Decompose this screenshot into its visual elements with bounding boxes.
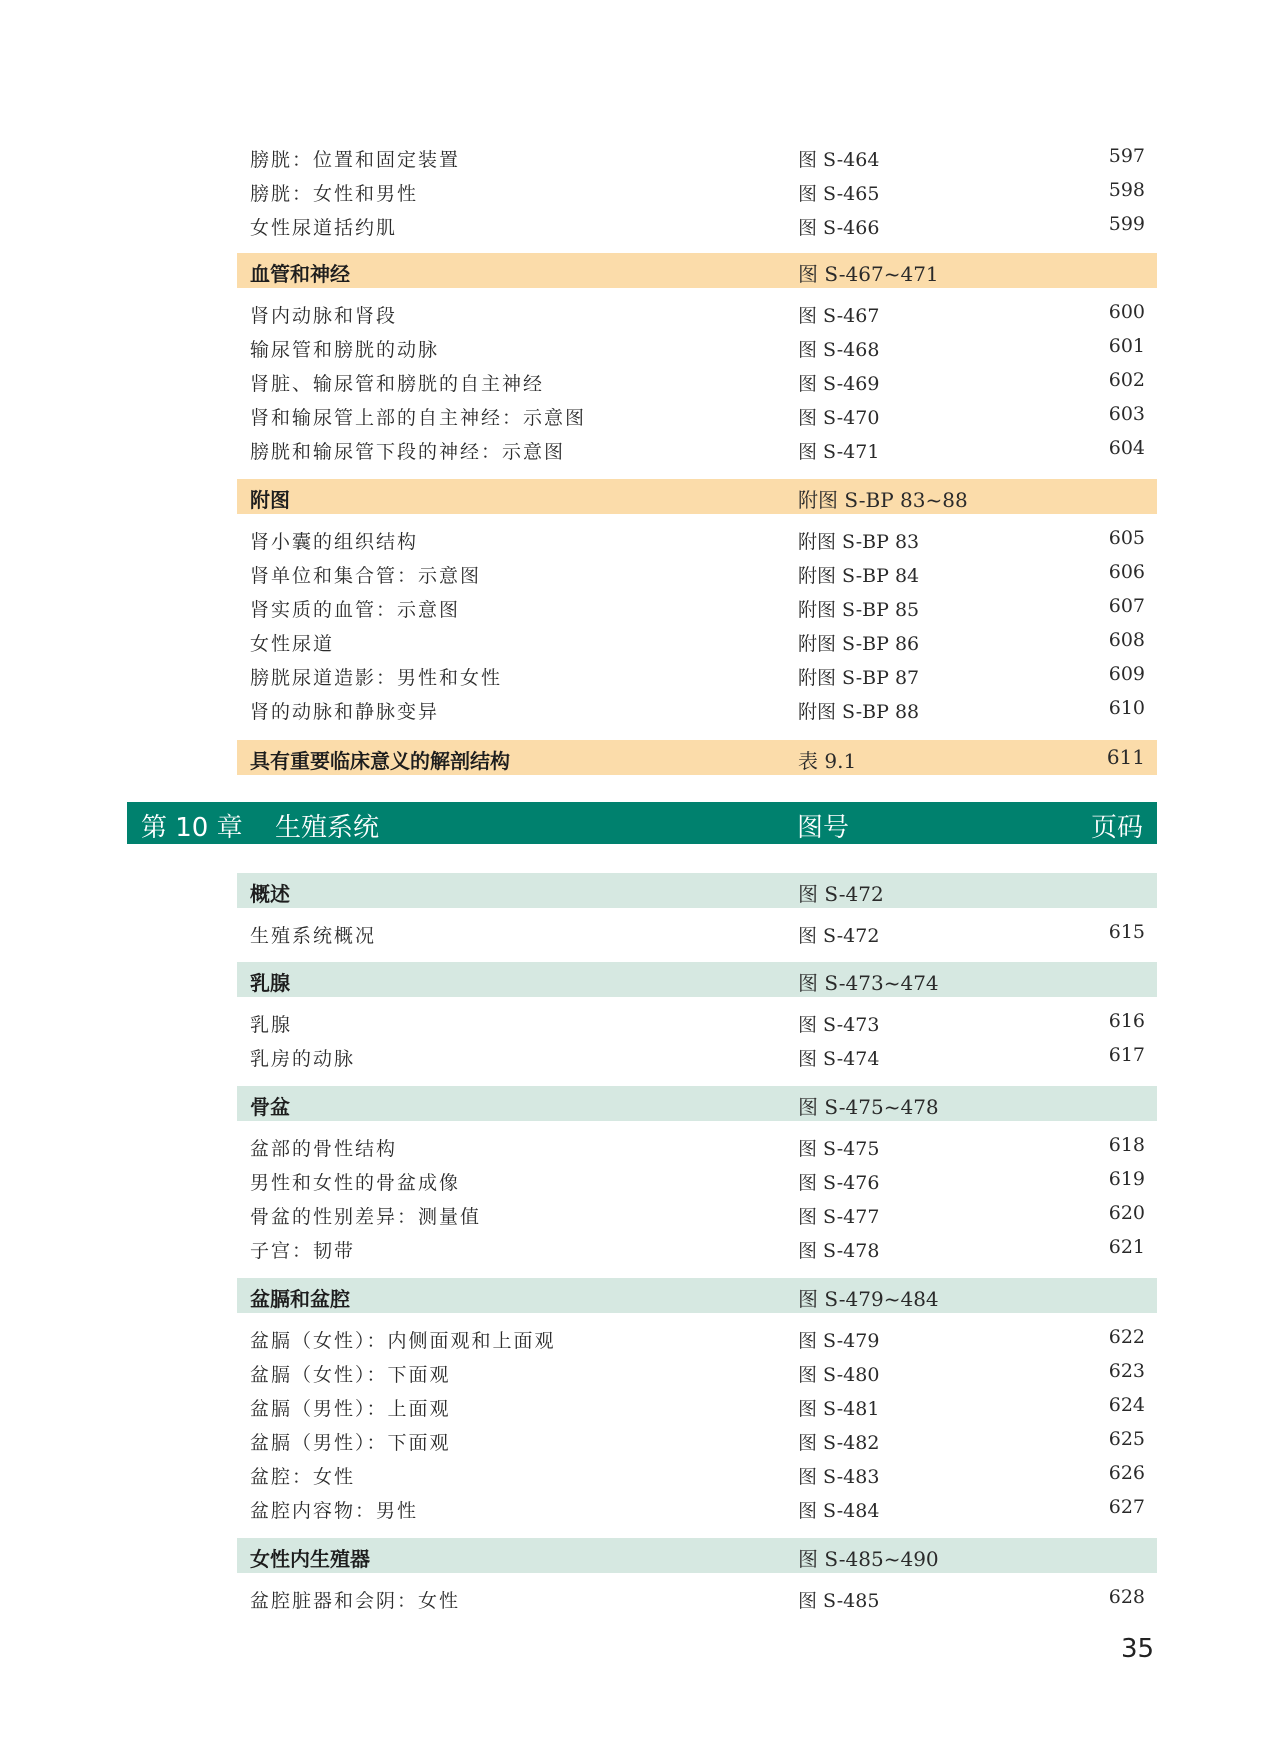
section-header-clinical <box>237 740 1157 775</box>
toc-row <box>237 1390 1157 1424</box>
row-page: 626 <box>1108 1462 1145 1484</box>
toc-row <box>237 625 1157 659</box>
toc-row <box>237 1492 1157 1526</box>
row-figure: 图 S-481 <box>798 1398 880 1420</box>
row-title: 肾脏、输尿管和膀胱的自主神经 <box>250 373 545 395</box>
row-title: 盆膈（男性）：上面观 <box>250 1398 451 1420</box>
toc-row <box>237 1130 1157 1164</box>
row-page: 620 <box>1108 1202 1145 1224</box>
row-figure: 附图 S-BP 85 <box>798 599 920 621</box>
row-figure: 图 S-470 <box>798 407 880 429</box>
row-figure: 图 S-478 <box>798 1240 880 1262</box>
row-page: 601 <box>1108 335 1145 357</box>
row-page: 597 <box>1108 145 1145 167</box>
row-figure: 图 S-479 <box>798 1330 880 1352</box>
row-page: 617 <box>1108 1044 1145 1066</box>
row-title: 输尿管和膀胱的动脉 <box>250 339 440 361</box>
row-figure: 图 S-485 <box>798 1590 880 1612</box>
row-title: 肾单位和集合管：示意图 <box>250 565 482 587</box>
row-title: 盆膈（男性）：下面观 <box>250 1432 451 1454</box>
row-title: 女性尿道 <box>250 633 335 655</box>
toc-row <box>237 433 1157 467</box>
section-figure-range: 附图 S-BP 83~88 <box>798 488 968 512</box>
row-title: 生殖系统概况 <box>250 925 377 947</box>
section-figure-range: 图 S-479~484 <box>798 1287 939 1311</box>
row-figure: 图 S-472 <box>798 925 880 947</box>
section-header-pelvic-diaphragm <box>237 1278 1157 1313</box>
row-figure: 图 S-477 <box>798 1206 880 1228</box>
row-page: 622 <box>1108 1326 1145 1348</box>
section-title: 女性内生殖器 <box>250 1547 370 1571</box>
toc-row <box>237 1164 1157 1198</box>
row-title: 盆腔内容物：男性 <box>250 1500 419 1522</box>
toc-row <box>237 1582 1157 1616</box>
section-header-overview <box>237 873 1157 908</box>
row-page: 627 <box>1108 1496 1145 1518</box>
row-page: 621 <box>1108 1236 1145 1258</box>
row-figure: 附图 S-BP 84 <box>798 565 920 587</box>
row-page: 602 <box>1108 369 1145 391</box>
row-figure: 图 S-474 <box>798 1048 880 1070</box>
row-figure: 附图 S-BP 87 <box>798 667 920 689</box>
row-page: 608 <box>1108 629 1145 651</box>
row-figure: 附图 S-BP 83 <box>798 531 920 553</box>
section-figure-range: 图 S-467~471 <box>798 262 939 286</box>
row-page: 624 <box>1108 1394 1145 1416</box>
toc-row <box>237 1424 1157 1458</box>
toc-row <box>237 297 1157 331</box>
toc-row <box>237 659 1157 693</box>
row-title: 盆腔：女性 <box>250 1466 356 1488</box>
section-title: 血管和神经 <box>250 262 350 286</box>
row-title: 乳腺 <box>250 1014 293 1036</box>
page-number: 35 <box>1121 1634 1155 1664</box>
toc-row <box>237 209 1157 243</box>
row-title: 女性尿道括约肌 <box>250 217 398 239</box>
row-page: 616 <box>1108 1010 1145 1032</box>
row-page: 604 <box>1108 437 1145 459</box>
section-header-female-internal <box>237 1538 1157 1573</box>
row-page: 623 <box>1108 1360 1145 1382</box>
row-figure: 图 S-473 <box>798 1014 880 1036</box>
section-table-ref: 表 9.1 <box>798 749 857 773</box>
toc-row <box>237 1198 1157 1232</box>
toc-row <box>237 331 1157 365</box>
toc-row <box>237 365 1157 399</box>
row-figure: 图 S-480 <box>798 1364 880 1386</box>
row-title: 膀胱：女性和男性 <box>250 183 419 205</box>
row-title: 肾内动脉和肾段 <box>250 305 398 327</box>
row-page: 615 <box>1108 921 1145 943</box>
toc-row <box>237 1006 1157 1040</box>
row-figure: 图 S-466 <box>798 217 880 239</box>
chapter-title: 生殖系统 <box>275 813 380 843</box>
row-figure: 图 S-475 <box>798 1138 880 1160</box>
chapter-header <box>127 802 1157 844</box>
row-page: 628 <box>1108 1586 1145 1608</box>
section-figure-range: 图 S-475~478 <box>798 1095 939 1119</box>
toc-row <box>237 399 1157 433</box>
row-title: 肾和输尿管上部的自主神经：示意图 <box>250 407 587 429</box>
row-title: 乳房的动脉 <box>250 1048 356 1070</box>
row-title: 盆腔脏器和会阴：女性 <box>250 1590 461 1612</box>
section-title: 盆膈和盆腔 <box>250 1287 350 1311</box>
row-page: 625 <box>1108 1428 1145 1450</box>
section-title: 乳腺 <box>250 971 290 995</box>
row-title: 男性和女性的骨盆成像 <box>250 1172 461 1194</box>
row-page: 605 <box>1108 527 1145 549</box>
section-title: 具有重要临床意义的解剖结构 <box>250 749 510 773</box>
toc-row <box>237 1040 1157 1074</box>
toc-row <box>237 141 1157 175</box>
toc-row <box>237 1458 1157 1492</box>
row-title: 盆部的骨性结构 <box>250 1138 398 1160</box>
toc-row <box>237 1232 1157 1266</box>
toc-row <box>237 917 1157 951</box>
row-figure: 图 S-464 <box>798 149 880 171</box>
toc-row <box>237 591 1157 625</box>
row-page: 610 <box>1108 697 1145 719</box>
row-figure: 图 S-467 <box>798 305 880 327</box>
section-figure-range: 图 S-473~474 <box>798 971 939 995</box>
row-page: 598 <box>1108 179 1145 201</box>
toc-row <box>237 557 1157 591</box>
row-page: 607 <box>1108 595 1145 617</box>
section-title: 概述 <box>250 882 290 906</box>
row-figure: 附图 S-BP 86 <box>798 633 920 655</box>
row-title: 盆膈（女性）：下面观 <box>250 1364 451 1386</box>
row-title: 子宫：韧带 <box>250 1240 356 1262</box>
toc-row <box>237 175 1157 209</box>
row-title: 膀胱：位置和固定装置 <box>250 149 461 171</box>
section-figure-range: 图 S-472 <box>798 882 884 906</box>
section-figure-range: 图 S-485~490 <box>798 1547 939 1571</box>
row-figure: 图 S-469 <box>798 373 880 395</box>
row-figure: 图 S-482 <box>798 1432 880 1454</box>
row-page: 618 <box>1108 1134 1145 1156</box>
section-title: 骨盆 <box>250 1095 290 1119</box>
section-header-appendix <box>237 479 1157 514</box>
row-figure: 附图 S-BP 88 <box>798 701 920 723</box>
row-title: 骨盆的性别差异：测量值 <box>250 1206 482 1228</box>
row-figure: 图 S-468 <box>798 339 880 361</box>
row-page: 599 <box>1108 213 1145 235</box>
row-title: 肾实质的血管：示意图 <box>250 599 461 621</box>
section-page: 611 <box>1106 745 1145 769</box>
chapter-number: 第 10 章 <box>141 813 243 843</box>
row-figure: 图 S-465 <box>798 183 880 205</box>
row-title: 肾的动脉和静脉变异 <box>250 701 440 723</box>
row-title: 肾小囊的组织结构 <box>250 531 419 553</box>
column-header-page: 页码 <box>1090 813 1143 843</box>
row-page: 609 <box>1108 663 1145 685</box>
toc-row <box>237 1356 1157 1390</box>
row-figure: 图 S-484 <box>798 1500 880 1522</box>
row-title: 盆膈（女性）：内侧面观和上面观 <box>250 1330 556 1352</box>
column-header-figure: 图号 <box>797 813 850 843</box>
row-page: 619 <box>1108 1168 1145 1190</box>
toc-row <box>237 693 1157 727</box>
row-title: 膀胱和输尿管下段的神经：示意图 <box>250 441 566 463</box>
section-header-pelvis <box>237 1086 1157 1121</box>
section-title: 附图 <box>250 488 290 512</box>
section-header-breast <box>237 962 1157 997</box>
toc-row <box>237 523 1157 557</box>
toc-row <box>237 1322 1157 1356</box>
row-figure: 图 S-483 <box>798 1466 880 1488</box>
row-figure: 图 S-476 <box>798 1172 880 1194</box>
row-page: 603 <box>1108 403 1145 425</box>
row-figure: 图 S-471 <box>798 441 880 463</box>
section-header-vessels <box>237 253 1157 288</box>
row-page: 606 <box>1108 561 1145 583</box>
row-page: 600 <box>1108 301 1145 323</box>
row-title: 膀胱尿道造影：男性和女性 <box>250 667 503 689</box>
